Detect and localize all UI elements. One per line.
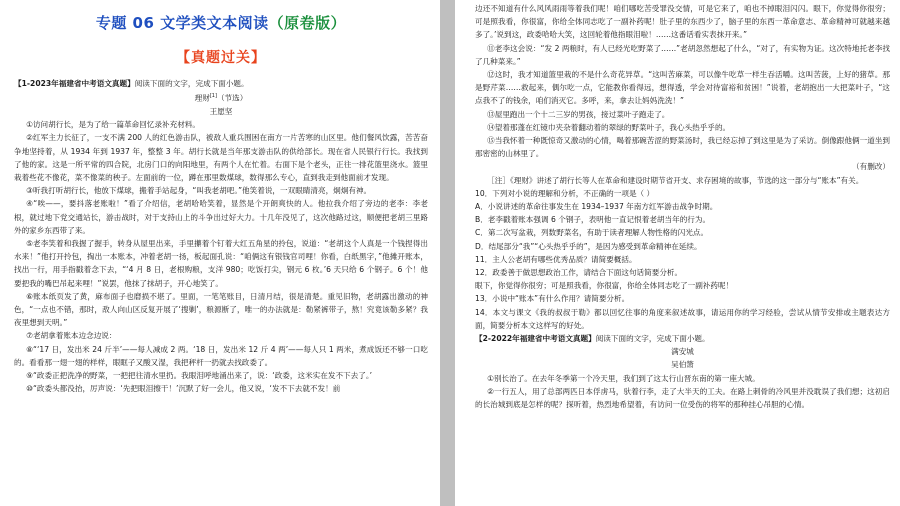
footnote: ［注］《理财》讲述了胡行长等人在革命和建设时期节省开支、求存困境的故事，节选的这一部分与“账本”有关。 [487,175,864,185]
article-title [14,90,428,105]
deletion-note: （有删改） [852,162,890,172]
paragraph-4: ④“唉——，要抖落老账啦！”看了介绍信，老胡哈哈笑着，显然是个开朗爽快的人。他拉我介绍了旁边的老李：李老根，就过地下党交通站长，游击战时，对于支持山上的斗争出过好大力。十几年没见了，这次他路过这，顺便把老胡三里路外的家乡东西带了来。 [14,199,428,235]
article-author: 王愿坚 [209,106,233,116]
question-intro-2 [475,332,890,345]
article2-author: 吴伯箫 [671,360,694,370]
paragraph-13: ⑬屋里跑出一个十二三岁的男孩，接过菜叶子跑走了。 [487,109,670,119]
question-intro [14,77,428,90]
paragraph-11: ⑪老李这会说：“发 2 两粮时，有人已经光吃野菜了……”老胡忽然想起了什么，“对了，有实物为证。这次特地托老李找了几种菜来。” [475,43,890,66]
article2-title: 满安城 [671,347,694,357]
paragraph-3: ③听我打听胡行长，他放下煤球，搬着手站起身，“叫我老胡吧。”他笑着说，一双眼睛清亮，炯炯有神。 [26,186,372,196]
document-page-left [0,0,440,506]
paragraph-8: ⑧“‘17 日，发出米 24 斤半’——每人减成 2 两。‘18 日，发出米 12 斤 4 两’——每人只 1 两米，煮成饭还不够一口吃的。看看那一翅一翅的样样，眼眶子又酸又湿，我把秤杆一扔就去找政委了。 [14,344,428,367]
paragraph-9: ⑨“政委正把洗净的野菜，一把把往清水里扔。我眼泪呼地涌出来了，说：‘政委，这米实在发不下去了。’ [26,371,373,380]
question-11: 11．主人公老胡有哪些优秀品质？请简要概括。 [475,254,637,264]
option-a: A．小说讲述的革命往事发生在 1934–1937 年南方红军游击战争时期。 [475,202,718,212]
section-banner: 【真题过关】 [176,50,266,66]
question-13: 13．小说中“账本”有什么作用？请简要分析。 [475,294,630,304]
document-title [14,12,428,33]
paragraph-10: ⑩“政委头都没抬，厉声说：‘先把眼泪擦干！’沉默了好一会儿，他又说，‘发不下去就不发！前 [26,384,341,394]
paragraph-5: ⑤老李笑着和我握了握手，转身从屋里出来，手里攥着个钉着大红五角星的拎包，说道：“老胡这个人真是一个钱捏得出水来！”他打开拎包，掏出一本账本，冲着老胡一扬，板起面孔说：“咱俩这有银钱官司哩！你看，白纸黑字，”他摊开账本，找出一行，用手指戳着念下去，“‘4 月 8 日，老根购粮，支洋 980；吃饭打尖，钢元 6 枚。’6 天只给 6 个钢子。6 个！他要把我的嘴巴吊起来哩！”说罢，他抹了抹胡子，开心地笑了。 [14,238,428,288]
title-main: 专题 06 文学类文本阅读 [95,14,269,32]
question-instruction: 阅读下面的文字，完成下面小题。 [134,79,249,88]
question-source-2: 【2-2022年福建省中考语文真题】 [475,334,596,344]
option-c: C．第二次写盆栽，列数野菜名，有助于读者理解人物性格的闪光点。 [475,228,709,238]
article2-paragraph-1: ①别长治了。在去年冬季第一个冷天里，我们到了这太行山晋东南的第一座大城。 [487,373,760,383]
paragraph-15: ⑮当我怀着一种既惊奇又激动的心情，喝着那碗苦涩的野菜汤时，我已经忘掉了到这里是为了采访。倒像跟他俩一道坐到那密密的山林里了。 [475,136,890,159]
paragraph-2: ②红军主力长征了，一支不满 200 人的红色游击队，被敌人重兵围困在南方一片苦寒的山区里。他们餐风饮露，苦苦奋争地坚持着，从 1934 年到 1937 年，整整 3 年。胡行长就是当年那支游击队的供给部长。现在省人民银行行长。我找到了他的家。这是一所平常的四合院，北房门口的向阳地里，有两个人在忙着。右面下是个老头，正往一排花篮里浇水。篮里栽着些花不像花，菜不像菜的秧子。左面前的一位，蹲在那里数煤球，数得那么专心，直到我走到他面前才发现。 [14,133,428,182]
article-title-suffix: （节选） [216,93,248,103]
article2-paragraph-2: ②一行五人，用了总部两匹日本俘虏马，驮着行李，走了大半天的工夫。在路上刺骨的冷风里并没耽误了我们想；这初启的长治城到底是怎样的呢？探听着，热烈地希望着，有访问一位受伤的将军的那种挂心吊胆的心情。 [475,386,890,410]
option-d: D．结尾部分“我”“心头热乎乎的”，是因为感受到革命精神在延续。 [475,241,702,251]
document-page-right [455,0,900,506]
question-10: 10．下列对小说的理解和分析，不正确的一项是（ ） [475,188,655,198]
question-12: 12．政委善于做思想政治工作，请结合下面这句话简要分析。 [475,268,683,278]
question-source: 【1-2023年福建省中考语文真题】 [14,79,135,88]
paragraph-10-cont: 边还不知道有什么风风雨雨等着我们呢！咱们哪吃苦受罪没交情，可是它来了，咱也不掉眼泪闪闪。眼下，你觉得你很穷；可是照我看，你很富，你给全体同志吃了一副补药呢！肚子里的东西少了，脑子里的东西一革命意志、革命精神可就越来越多了。’说到这，政委哈哈大笑，这回轮着他指眼泪啦！……这番话看实表抹开来。” [475,4,890,40]
article-title-text: 理财 [194,93,210,103]
option-b: B．老李戳着账本强调 6 个钢子，表明他一直记恨着老胡当年的行为。 [475,215,711,225]
title-original-version: （原卷版） [268,14,347,32]
question-14: 14．本文与课文《我的叔叔于勒》都以回忆往事的角度来叙述故事，请运用你的学习经验，尝试从情节安排或主题表达方面，简要分析本文这样写的好处。 [475,307,890,330]
question-instruction-2: 阅读下面的文字，完成下面小题。 [595,334,710,344]
paragraph-7: ⑦老胡拿着账本边念边说： [26,331,117,341]
paragraph-12: ⑫这时，我才知道篮里栽的不是什么奇花异草。“这叫苦麻菜，可以像牛吃草一样生吞活嚼。这叫苦菠，上好的猪草。那是野芹菜……救起来，偶尔吃一点，它能教你看得远，想得透，学会对待富裕和贫困！”说着，老胡抱出一大把菜叶子，“这点我不了的钱余，咱们消灭它。多呼，来，拿去让妈妈洗洗！” [475,70,890,106]
paragraph-1: ①访问胡行长，是为了给一篇革命回忆录补充材料。 [26,120,201,130]
paragraph-14: ⑭望着那蓬在红镜巾夹杂着翻动着的翠绿的野菜叶子，我心头热乎乎的。 [487,122,731,132]
question-12-quote: 眼下，你觉得你很穷；可是照我看，你很富，你给全体同志吃了一副补药呢！ [475,281,734,291]
paragraph-6: ⑥账本纸页发了黄，麻布面子也磨损不堪了。里面，一笔笔账目，日清月结，很是清楚。重见旧物，老胡露出激动的神色，“一点也不错，那时，敌人向山区反复开展了‘搜剿’，粮源断了，唯一的办法就是：勒紧裤带子，熬！究竟该勒多紧？我夜里想到天明。” [14,291,428,328]
article-footnote-marker: [1] [209,93,217,100]
